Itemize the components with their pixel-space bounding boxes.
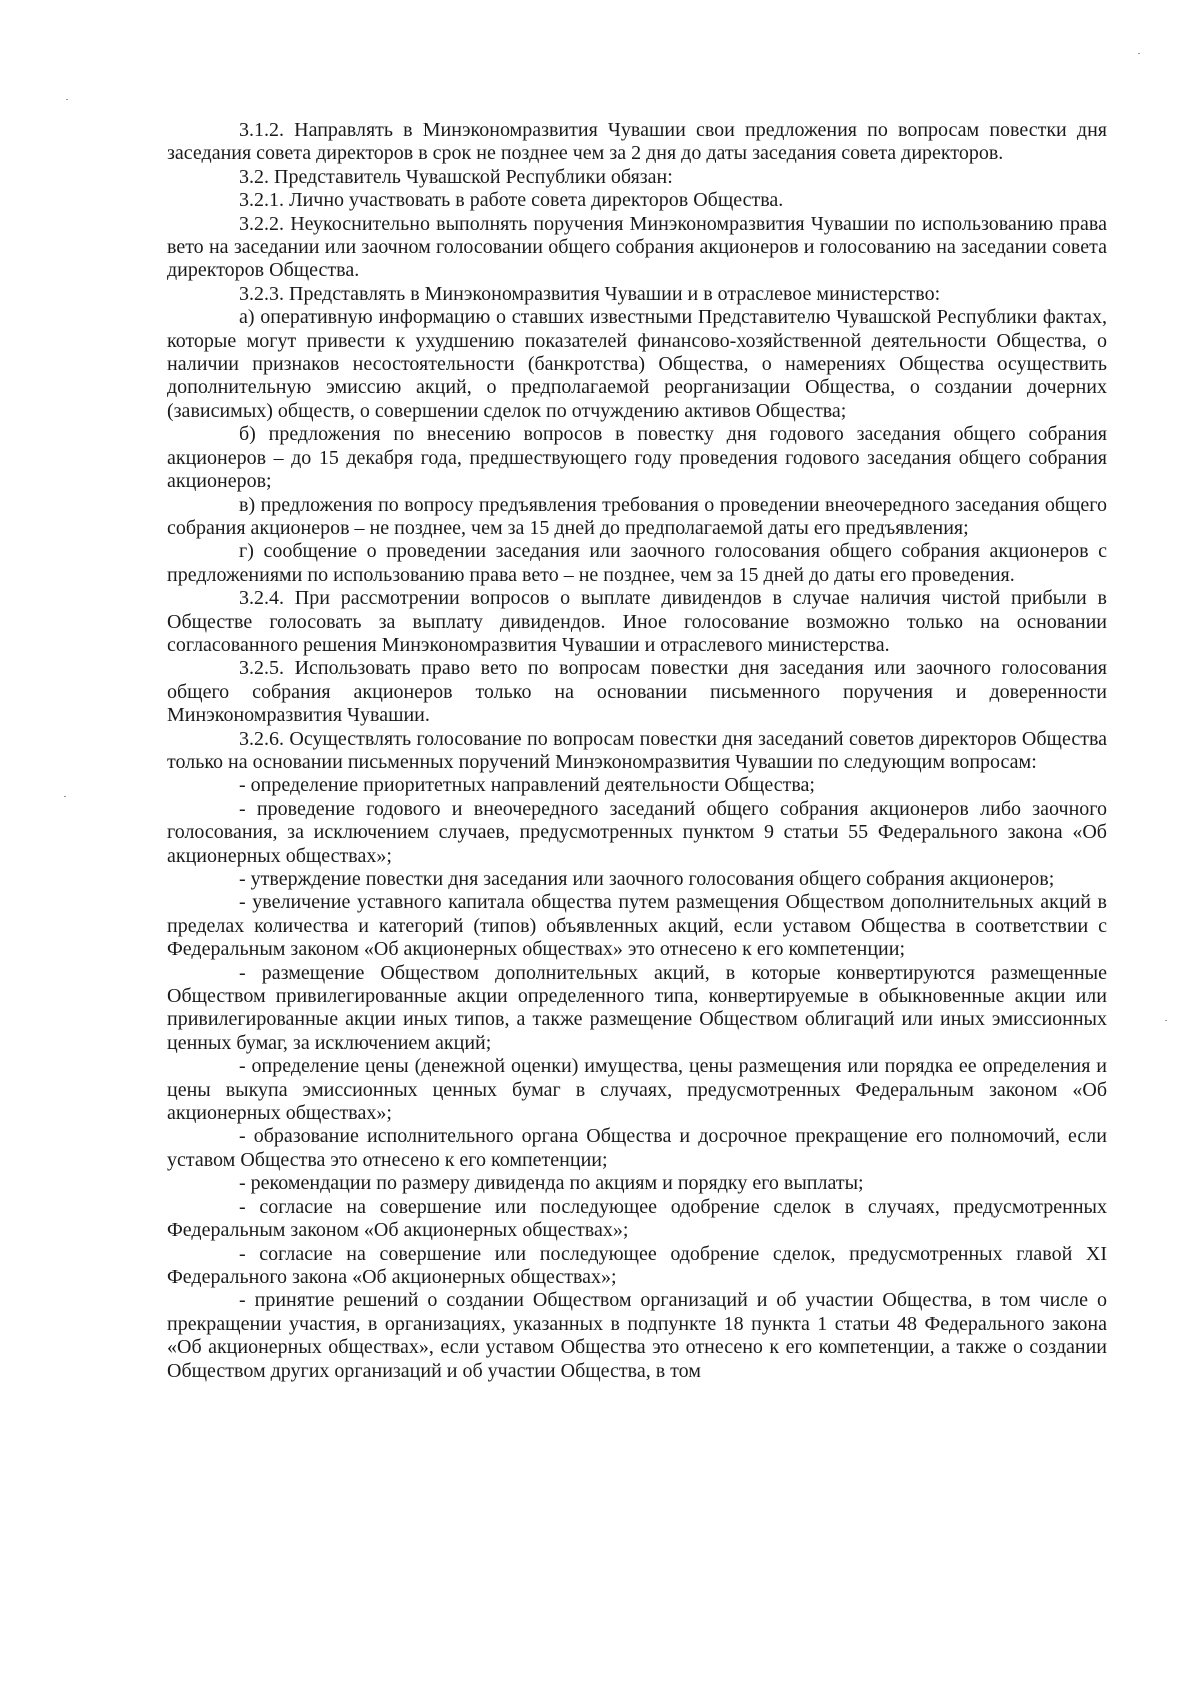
list-item: - определение приоритетных направлений деятельности Общества;	[239, 774, 815, 797]
list-item: - увеличение уставного капитала общества путем размещения Обществом дополнительных акций в пределах количества и категорий (типов) объявленных акций, если уставом Общества в соответствии с Федеральным законом «Об акционерных обществах» это отнесено к его компетенции;	[167, 891, 1107, 961]
document-body	[167, 119, 1107, 1383]
scan-speck	[1138, 53, 1140, 54]
paragraph-3-1-2: 3.1.2. Направлять в Минэкономразвития Чувашии свои предложения по вопросам повестки дня заседания совета директоров в срок не позднее чем за 2 дня до даты заседания совета директоров.	[167, 119, 1107, 165]
paragraph-3-2: 3.2. Представитель Чувашской Республики обязан:	[239, 165, 673, 188]
list-item: - утверждение повестки дня заседания или заочного голосования общего собрания акционеров;	[239, 868, 1055, 890]
list-item: - определение цены (денежной оценки) имущества, цены размещения или порядка ее определения и цены выкупа эмиссионных ценных бумаг в случаях, предусмотренных Федеральным законом «Об акционерных обществах»;	[167, 1055, 1107, 1125]
scan-speck	[1165, 1020, 1167, 1021]
paragraph-3-2-2: 3.2.2. Неукоснительно выполнять поручения Минэкономразвития Чувашии по использованию права вето на заседании или заочном голосовании общего собрания акционеров и голосованию на заседании совета директоров Общества.	[167, 212, 1107, 282]
paragraph-3-2-3-a: а) оперативную информацию о ставших известными Представителю Чувашской Республики фактах, которые могут привести к ухудшению показателей финансово-хозяйственной деятельности Общества, о наличии признаков несостоятельности (банкротства) Общества, о намерениях Общества осуществить дополнительную эмиссию акций, о предполагаемой реорганизации Общества, о создании дочерних (зависимых) обществ, о совершении сделок по отчуждению активов Общества;	[167, 306, 1107, 422]
list-item: - согласие на совершение или последующее одобрение сделок, предусмотренных главой XI Федерального закона «Об акционерных обществах»;	[167, 1242, 1107, 1288]
list-item: - принятие решений о создании Обществом организаций и об участии Общества, в том числе о прекращении участия, в организациях, указанных в подпункте 18 пункта 1 статьи 48 Федерального закона «Об акционерных обществах», если уставом Общества это отнесено к его компетенции, а также о создании Обществом других организаций и об участии Общества, в том	[167, 1289, 1107, 1382]
paragraph-3-2-1: 3.2.1. Лично участвовать в работе совета директоров Общества.	[239, 189, 784, 212]
paragraph-3-2-3: 3.2.3. Представлять в Минэкономразвития Чувашии и в отраслевое министерство:	[239, 282, 941, 305]
list-item: - образование исполнительного органа Общества и досрочное прекращение его полномочий, если уставом Общества это отнесено к его компетенции;	[167, 1125, 1107, 1171]
scan-speck	[64, 796, 66, 797]
list-item: - согласие на совершение или последующее одобрение сделок в случаях, предусмотренных Федеральным законом «Об акционерных обществах»;	[167, 1195, 1107, 1242]
paragraph-3-2-3-b: б) предложения по внесению вопросов в повестку дня годового заседания общего собрания акционеров – до 15 декабря года, предшествующего году проведения годового заседания общего собрания акционеров;	[167, 423, 1107, 493]
paragraph-3-2-6: 3.2.6. Осуществлять голосование по вопросам повестки дня заседаний советов директоров Общества только на основании письменных поручений Минэкономразвития Чувашии по следующим вопросам:	[167, 727, 1107, 773]
paragraph-3-2-4: 3.2.4. При рассмотрении вопросов о выплате дивидендов в случае наличия чистой прибыли в Обществе голосовать за выплату дивидендов. Иное голосование возможно только на основании согласованного решения Минэкономразвития Чувашии и отраслевого министерства.	[167, 587, 1107, 656]
list-item: - размещение Обществом дополнительных акций, в которые конвертируются размещенные Обществом привилегированные акции определенного типа, конвертируемые в обыкновенные акции или привилегированные акции иных типов, а также размещение Обществом облигаций или иных эмиссионных ценных бумаг, за исключением акций;	[167, 961, 1107, 1054]
scan-speck	[66, 99, 68, 100]
list-item: - рекомендации по размеру дивиденда по акциям и порядку его выплаты;	[239, 1172, 864, 1195]
paragraph-3-2-3-v: в) предложения по вопросу предъявления требования о проведении внеочередного заседания общего собрания акционеров – не позднее, чем за 15 дней до предполагаемой даты его предъявления;	[167, 493, 1107, 539]
paragraph-3-2-3-g: г) сообщение о проведении заседания или заочного голосования общего собрания акционеров с предложениями по использованию права вето – не позднее, чем за 15 дней до даты его проведения.	[167, 540, 1107, 586]
list-item: - проведение годового и внеочередного заседаний общего собрания акционеров либо заочного голосования, за исключением случаев, предусмотренных пунктом 9 статьи 55 Федерального закона «Об акционерных обществах»;	[167, 797, 1107, 867]
paragraph-3-2-5: 3.2.5. Использовать право вето по вопросам повестки дня заседания или заочного голосования общего собрания акционеров только на основании письменного поручения и доверенности Минэкономразвития Чувашии.	[167, 657, 1107, 727]
